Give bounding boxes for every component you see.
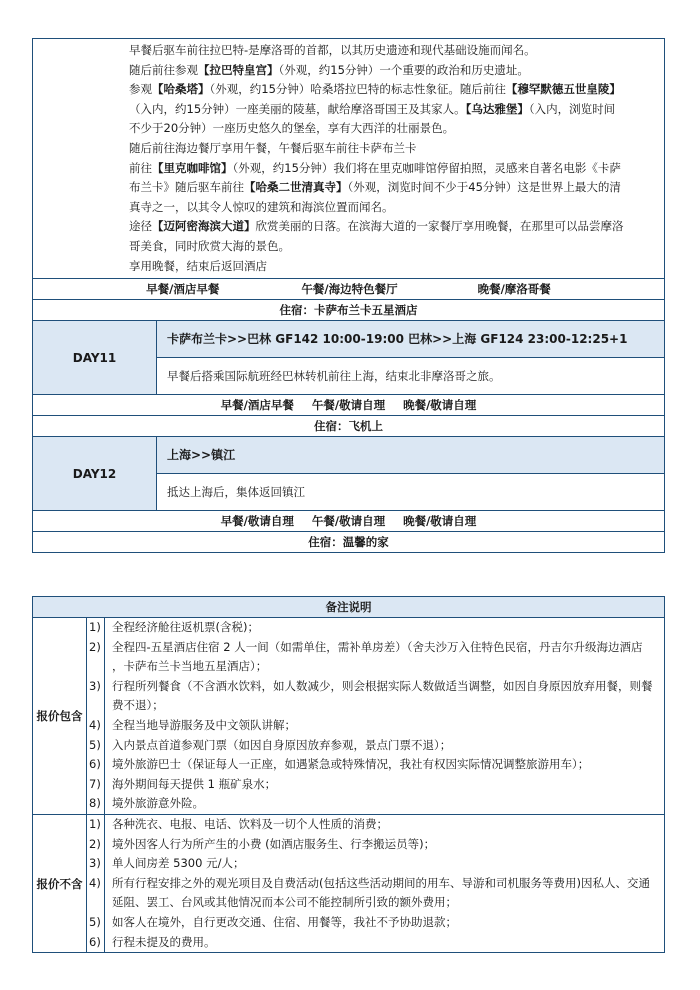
item-divider <box>104 933 105 953</box>
day11-dinner: 晚餐/敬请自理 <box>403 398 477 413</box>
item-divider <box>104 775 105 795</box>
notes-table <box>32 596 665 953</box>
included-list <box>87 618 665 815</box>
excluded-label: 报价不含 <box>33 814 87 952</box>
line-text: 前往 <box>129 160 152 175</box>
day10-dinner: 晚餐/摩洛哥餐 <box>477 282 551 297</box>
day10-line <box>129 159 656 179</box>
day10-line <box>129 178 656 198</box>
item-number: 3) <box>89 678 101 693</box>
included-item <box>87 775 660 795</box>
attraction-name: 【乌达雅堡】 <box>465 101 529 116</box>
item-text: 境外旅游巴士（保证每人一正座，如遇紧急或特殊情况，我社有权因实际情况调整旅游用车）； <box>112 757 590 772</box>
item-text: 费不退）； <box>112 698 164 713</box>
excluded-item <box>87 874 660 913</box>
attraction-name: 【哈桑二世清真寺】 <box>244 180 348 195</box>
day11-description: 早餐后搭乘国际航班经巴林转机前往上海，结束北非摩洛哥之旅。 <box>157 358 665 395</box>
item-divider <box>104 815 105 835</box>
day10-line <box>129 139 656 159</box>
line-text: （外观，浏览时间不少于45分钟）这是世界上最大的清 <box>347 180 621 195</box>
attraction-name: 【拉巴特皇宫】 <box>198 62 279 77</box>
day12-lunch: 午餐/敬请自理 <box>311 514 386 529</box>
item-number: 3) <box>89 856 101 871</box>
line-text: 真寺之一，以其令人惊叹的建筑和海滨位置而闻名。 <box>129 199 394 214</box>
item-text: 单人间房差 5300 元/人； <box>112 856 245 871</box>
item-number: 5) <box>89 737 101 752</box>
day11-breakfast: 早餐/酒店早餐 <box>220 398 294 413</box>
item-divider <box>104 638 105 677</box>
day10-line <box>129 257 656 277</box>
item-text: 全程经济舱往返机票(含税)； <box>112 620 259 634</box>
day11-meals <box>33 395 665 416</box>
item-number: 1) <box>89 816 101 831</box>
item-number: 1) <box>89 620 101 634</box>
line-text: 随后前往参观 <box>129 62 198 77</box>
line-text: （入内，浏览时间 <box>528 101 616 116</box>
item-divider <box>104 736 105 756</box>
day10-line <box>129 237 656 257</box>
line-text: 欣赏美丽的日落。在滨海大道的一家餐厅享用晚餐，在那里可以品尝摩洛 <box>255 219 624 234</box>
item-text: 行程未提及的费用。 <box>112 934 216 949</box>
day11-label: DAY11 <box>33 321 157 395</box>
day10-line <box>129 198 656 218</box>
attraction-name: 【哈桑塔】 <box>152 82 210 97</box>
day10-line <box>129 80 656 100</box>
item-divider <box>104 835 105 855</box>
item-divider <box>104 677 105 716</box>
item-text: 所有行程安排之外的观光项目及自费活动(包括这些活动期间的用车、导游和司机服务等费用)因私人、交通 <box>112 875 650 890</box>
day12-dinner: 晚餐/敬请自理 <box>403 514 477 529</box>
included-item <box>87 638 660 677</box>
day11-stay: 住宿：飞机上 <box>33 416 665 437</box>
line-text: 享用晚餐，结束后返回酒店 <box>129 258 267 273</box>
day12-breakfast: 早餐/敬请自理 <box>220 514 294 529</box>
included-item <box>87 755 660 775</box>
item-divider <box>104 913 105 933</box>
day10-line <box>129 41 656 61</box>
day10-line <box>129 119 656 139</box>
line-text: 不少于20分钟）一座历史悠久的堡垒，享有大西洋的壮丽景色。 <box>129 121 455 136</box>
item-number: 8) <box>89 796 101 811</box>
line-text: 早餐后驱车前往拉巴特-是摩洛哥的首都，以其历史遗迹和现代基础设施而闻名。 <box>129 43 536 57</box>
line-text: 布兰卡》随后驱车前往 <box>129 180 244 195</box>
included-item <box>87 794 660 814</box>
item-text: 全程四-五星酒店住宿 2 人一间（如需单住，需补单房差）（舍夫沙万入住特色民宿，丹吉尔升级海边酒店 <box>112 639 643 654</box>
excluded-item <box>87 854 660 874</box>
day12-label: DAY12 <box>33 437 157 511</box>
itinerary-table <box>32 38 665 553</box>
included-item <box>87 677 660 716</box>
line-text: （外观，约15分钟）一个重要的政治和历史遗址。 <box>278 62 529 77</box>
included-label: 报价包含 <box>33 618 87 815</box>
excluded-list <box>87 814 665 952</box>
day10-line <box>129 217 656 237</box>
day12-route: 上海>>镇江 <box>157 437 665 474</box>
item-divider <box>104 854 105 874</box>
day10-description <box>33 39 665 279</box>
day10-meals <box>33 279 665 300</box>
line-text: 哥美食，同时欣赏大海的景色。 <box>129 238 290 253</box>
item-number: 7) <box>89 776 101 791</box>
item-number: 6) <box>89 934 101 949</box>
item-number: 2) <box>89 836 101 851</box>
item-text: 境外旅游意外险。 <box>112 796 204 811</box>
day11-lunch: 午餐/敬请自理 <box>311 398 386 413</box>
line-text: 随后前往海边餐厅享用午餐，午餐后驱车前往卡萨布兰卡 <box>129 140 417 155</box>
line-text: （入内，约15分钟）一座美丽的陵墓，献给摩洛哥国王及其家人。 <box>129 101 466 116</box>
item-text: 境外因客人行为所产生的小费 (如酒店服务生、行李搬运员等)； <box>112 836 436 851</box>
item-text: 行程所列餐食（不含酒水饮料，如人数减少，则会根据实际人数做适当调整，如因自身原因放弃用餐，则餐 <box>112 678 653 693</box>
line-text: （外观，约15分钟）哈桑塔拉巴特的标志性象征。随后前往 <box>209 82 506 97</box>
excluded-item <box>87 835 660 855</box>
item-text: 各种洗衣、电报、电话、饮料及一切个人性质的消费； <box>112 816 388 831</box>
excluded-item <box>87 913 660 933</box>
item-divider <box>104 874 105 913</box>
line-text: 参观 <box>129 82 152 97</box>
day10-line <box>129 61 656 81</box>
day12-description: 抵达上海后，集体返回镇江 <box>157 474 665 511</box>
included-item <box>87 618 660 638</box>
item-number: 2) <box>89 639 101 654</box>
attraction-name: 【迈阿密海滨大道】 <box>152 219 256 234</box>
item-number: 4) <box>89 875 101 890</box>
item-text: 全程当地导游服务及中文领队讲解； <box>112 717 296 732</box>
included-item <box>87 736 660 756</box>
item-number: 5) <box>89 914 101 929</box>
notes-title: 备注说明 <box>33 597 665 618</box>
day10-lunch: 午餐/海边特色餐厅 <box>301 282 398 297</box>
day12-meals <box>33 511 665 532</box>
item-text: 延阻、罢工、台风或其他情况而本公司不能控制所引致的额外费用； <box>112 895 457 910</box>
day10-stay: 住宿：卡萨布兰卡五星酒店 <box>33 300 665 321</box>
item-divider <box>104 716 105 736</box>
attraction-name: 【穆罕默德五世皇陵】 <box>505 82 621 97</box>
included-item <box>87 716 660 736</box>
item-divider <box>104 755 105 775</box>
line-text: 途径 <box>129 219 152 234</box>
day12-stay: 住宿：温馨的家 <box>33 532 665 553</box>
item-divider <box>104 618 105 638</box>
item-text: 入内景点首道参观门票（如因自身原因放弃参观，景点门票不退）； <box>112 737 452 752</box>
item-text: 如客人在境外，自行更改交通、住宿、用餐等，我社不予协助退款； <box>112 914 457 929</box>
excluded-item <box>87 815 660 835</box>
item-number: 4) <box>89 717 101 732</box>
excluded-item <box>87 933 660 953</box>
day10-line <box>129 100 656 120</box>
day11-route: 卡萨布兰卡>>巴林 GF142 10:00-19:00 巴林>>上海 GF124 23:00-12:25+1 <box>157 321 665 358</box>
item-number: 6) <box>89 757 101 772</box>
item-text: 海外期间每天提供 1 瓶矿泉水； <box>112 776 277 791</box>
item-divider <box>104 794 105 814</box>
line-text: （外观，约15分钟）我们将在里克咖啡馆停留拍照，灵感来自著名电影《卡萨 <box>232 160 621 175</box>
day10-breakfast: 早餐/酒店早餐 <box>146 282 220 297</box>
item-text: ，卡萨布兰卡当地五星酒店）； <box>112 659 268 674</box>
attraction-name: 【里克咖啡馆】 <box>152 160 233 175</box>
